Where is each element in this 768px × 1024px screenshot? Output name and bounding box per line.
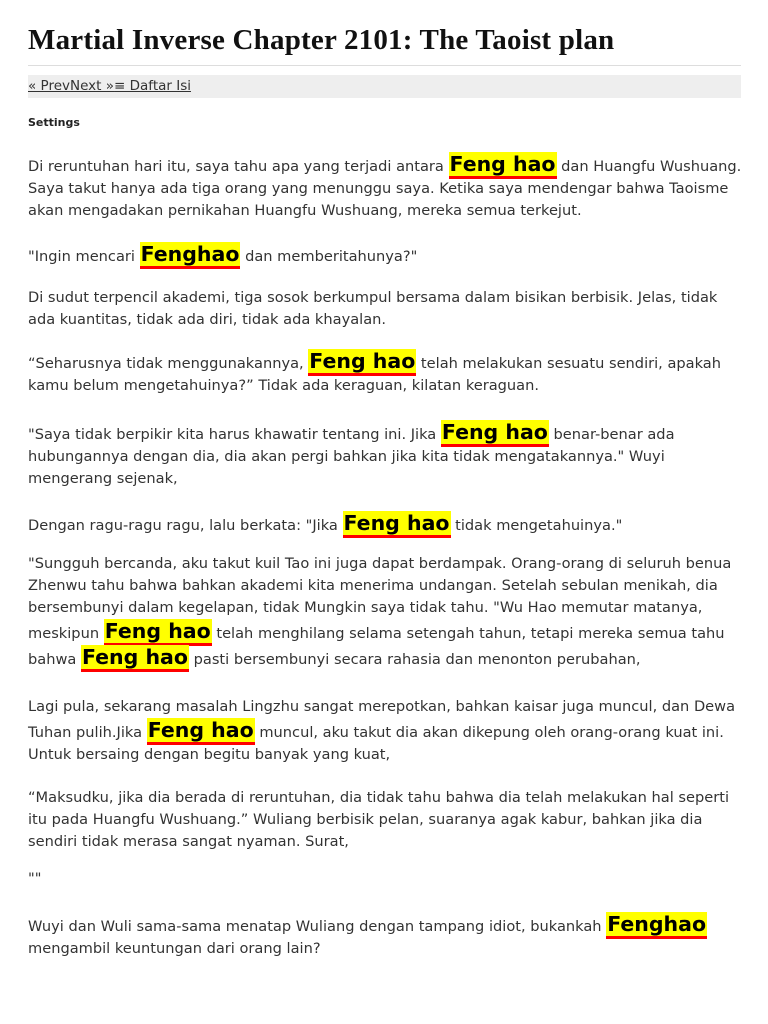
highlighted-name: Fenghao <box>140 242 241 269</box>
highlighted-name: Feng hao <box>449 152 557 179</box>
highlighted-name: Feng hao <box>308 349 416 376</box>
paragraph-1 <box>28 152 748 222</box>
paragraph-3 <box>28 287 748 331</box>
paragraph-text: pasti bersembunyi secara rahasia dan menonton perubahan, <box>188 651 641 668</box>
paragraph-text: Wuyi dan Wuli sama-sama menatap Wuliang dengan tampang idiot, bukankah <box>28 918 607 935</box>
paragraph-text: Lagi pula, sekarang masalah Lingzhu sangat merepotkan, bahkan kaisar juga muncul, dan Dewa Tuhan pulih.Jika <box>28 698 736 741</box>
prev-link[interactable]: « Prev <box>28 78 71 94</box>
paragraph-text: mengambil keuntungan dari orang lain? <box>28 940 321 957</box>
paragraph-6 <box>28 511 748 537</box>
paragraph-text: “Maksudku, jika dia berada di reruntuhan, dia tidak tahu bahwa dia telah melakukan hal seperti itu pada Huangfu Wushuang.” Wuliang berbisik pelan, suaranya agak kabur, bahkan jika dia sendiri tidak merasa sangat nyaman. Surat, <box>28 789 730 850</box>
paragraph-10 <box>28 868 748 890</box>
chapter-title: Martial Inverse Chapter 2101: The Taoist plan <box>28 24 615 56</box>
table-of-contents-link[interactable]: ≡ Daftar Isi <box>114 78 191 94</box>
paragraph-text: Dengan ragu-ragu ragu, lalu berkata: "Jika <box>28 517 343 534</box>
paragraph-text: Di reruntuhan hari itu, saya tahu apa yang terjadi antara <box>28 158 449 175</box>
paragraph-text: muncul, aku takut dia akan dikepung oleh orang-orang kuat ini. Untuk bersaing dengan begitu banyak yang kuat, <box>28 724 724 763</box>
chapter-nav-bar <box>28 75 741 98</box>
highlighted-name: Feng hao <box>441 420 549 447</box>
paragraph-8 <box>28 696 748 766</box>
paragraph-7 <box>28 553 748 671</box>
paragraph-2 <box>28 242 748 268</box>
highlighted-name: Feng hao <box>104 619 212 646</box>
paragraph-text: dan Huangfu Wushuang. Saya takut hanya ada tiga orang yang menunggu saya. Ketika saya mendengar bahwa Taoisme akan mengadakan pernikahan Huangfu Wushuang, mereka semua terkejut. <box>28 158 742 219</box>
paragraph-11 <box>28 912 748 960</box>
paragraph-text: "Sungguh bercanda, aku takut kuil Tao ini juga dapat berdampak. Orang-orang di seluruh benua Zhenwu tahu bahwa bahkan akademi kita menerima undangan. Setelah sebulan menikah, dia bersembunyi dalam kegelapan, tidak Mungkin saya tidak tahu. "Wu Hao memutar matanya, meskipun <box>28 555 732 642</box>
highlighted-name: Feng hao <box>147 718 255 745</box>
highlighted-name: Feng hao <box>343 511 451 538</box>
next-link[interactable]: Next » <box>70 78 115 94</box>
paragraph-text: "Ingin mencari <box>28 248 140 265</box>
title-divider <box>28 65 741 66</box>
paragraph-text: benar-benar ada hubungannya dengan dia, dia akan pergi bahkan jika kita tidak mengatakannya." Wuyi mengerang sejenak, <box>28 426 675 487</box>
highlighted-name: Feng hao <box>81 645 189 672</box>
paragraph-5 <box>28 420 748 490</box>
highlighted-name: Fenghao <box>606 912 707 939</box>
paragraph-text: telah menghilang selama setengah tahun, tetapi mereka semua tahu bahwa <box>28 625 725 668</box>
settings-button[interactable]: Settings <box>28 116 80 129</box>
paragraph-text: telah melakukan sesuatu sendiri, apakah kamu belum mengetahuinya?” Tidak ada keraguan, kilatan keraguan. <box>28 355 721 394</box>
paragraph-4 <box>28 349 748 397</box>
paragraph-text: “Seharusnya tidak menggunakannya, <box>28 355 309 372</box>
paragraph-text: "" <box>28 870 42 887</box>
paragraph-text: tidak mengetahuinya." <box>450 517 623 534</box>
paragraph-9 <box>28 787 748 853</box>
paragraph-text: "Saya tidak berpikir kita harus khawatir tentang ini. Jika <box>28 426 441 443</box>
paragraph-text: dan memberitahunya?" <box>240 248 418 265</box>
paragraph-text: Di sudut terpencil akademi, tiga sosok berkumpul bersama dalam bisikan berbisik. Jelas, tidak ada kuantitas, tidak ada diri, tidak ada khayalan. <box>28 289 718 328</box>
